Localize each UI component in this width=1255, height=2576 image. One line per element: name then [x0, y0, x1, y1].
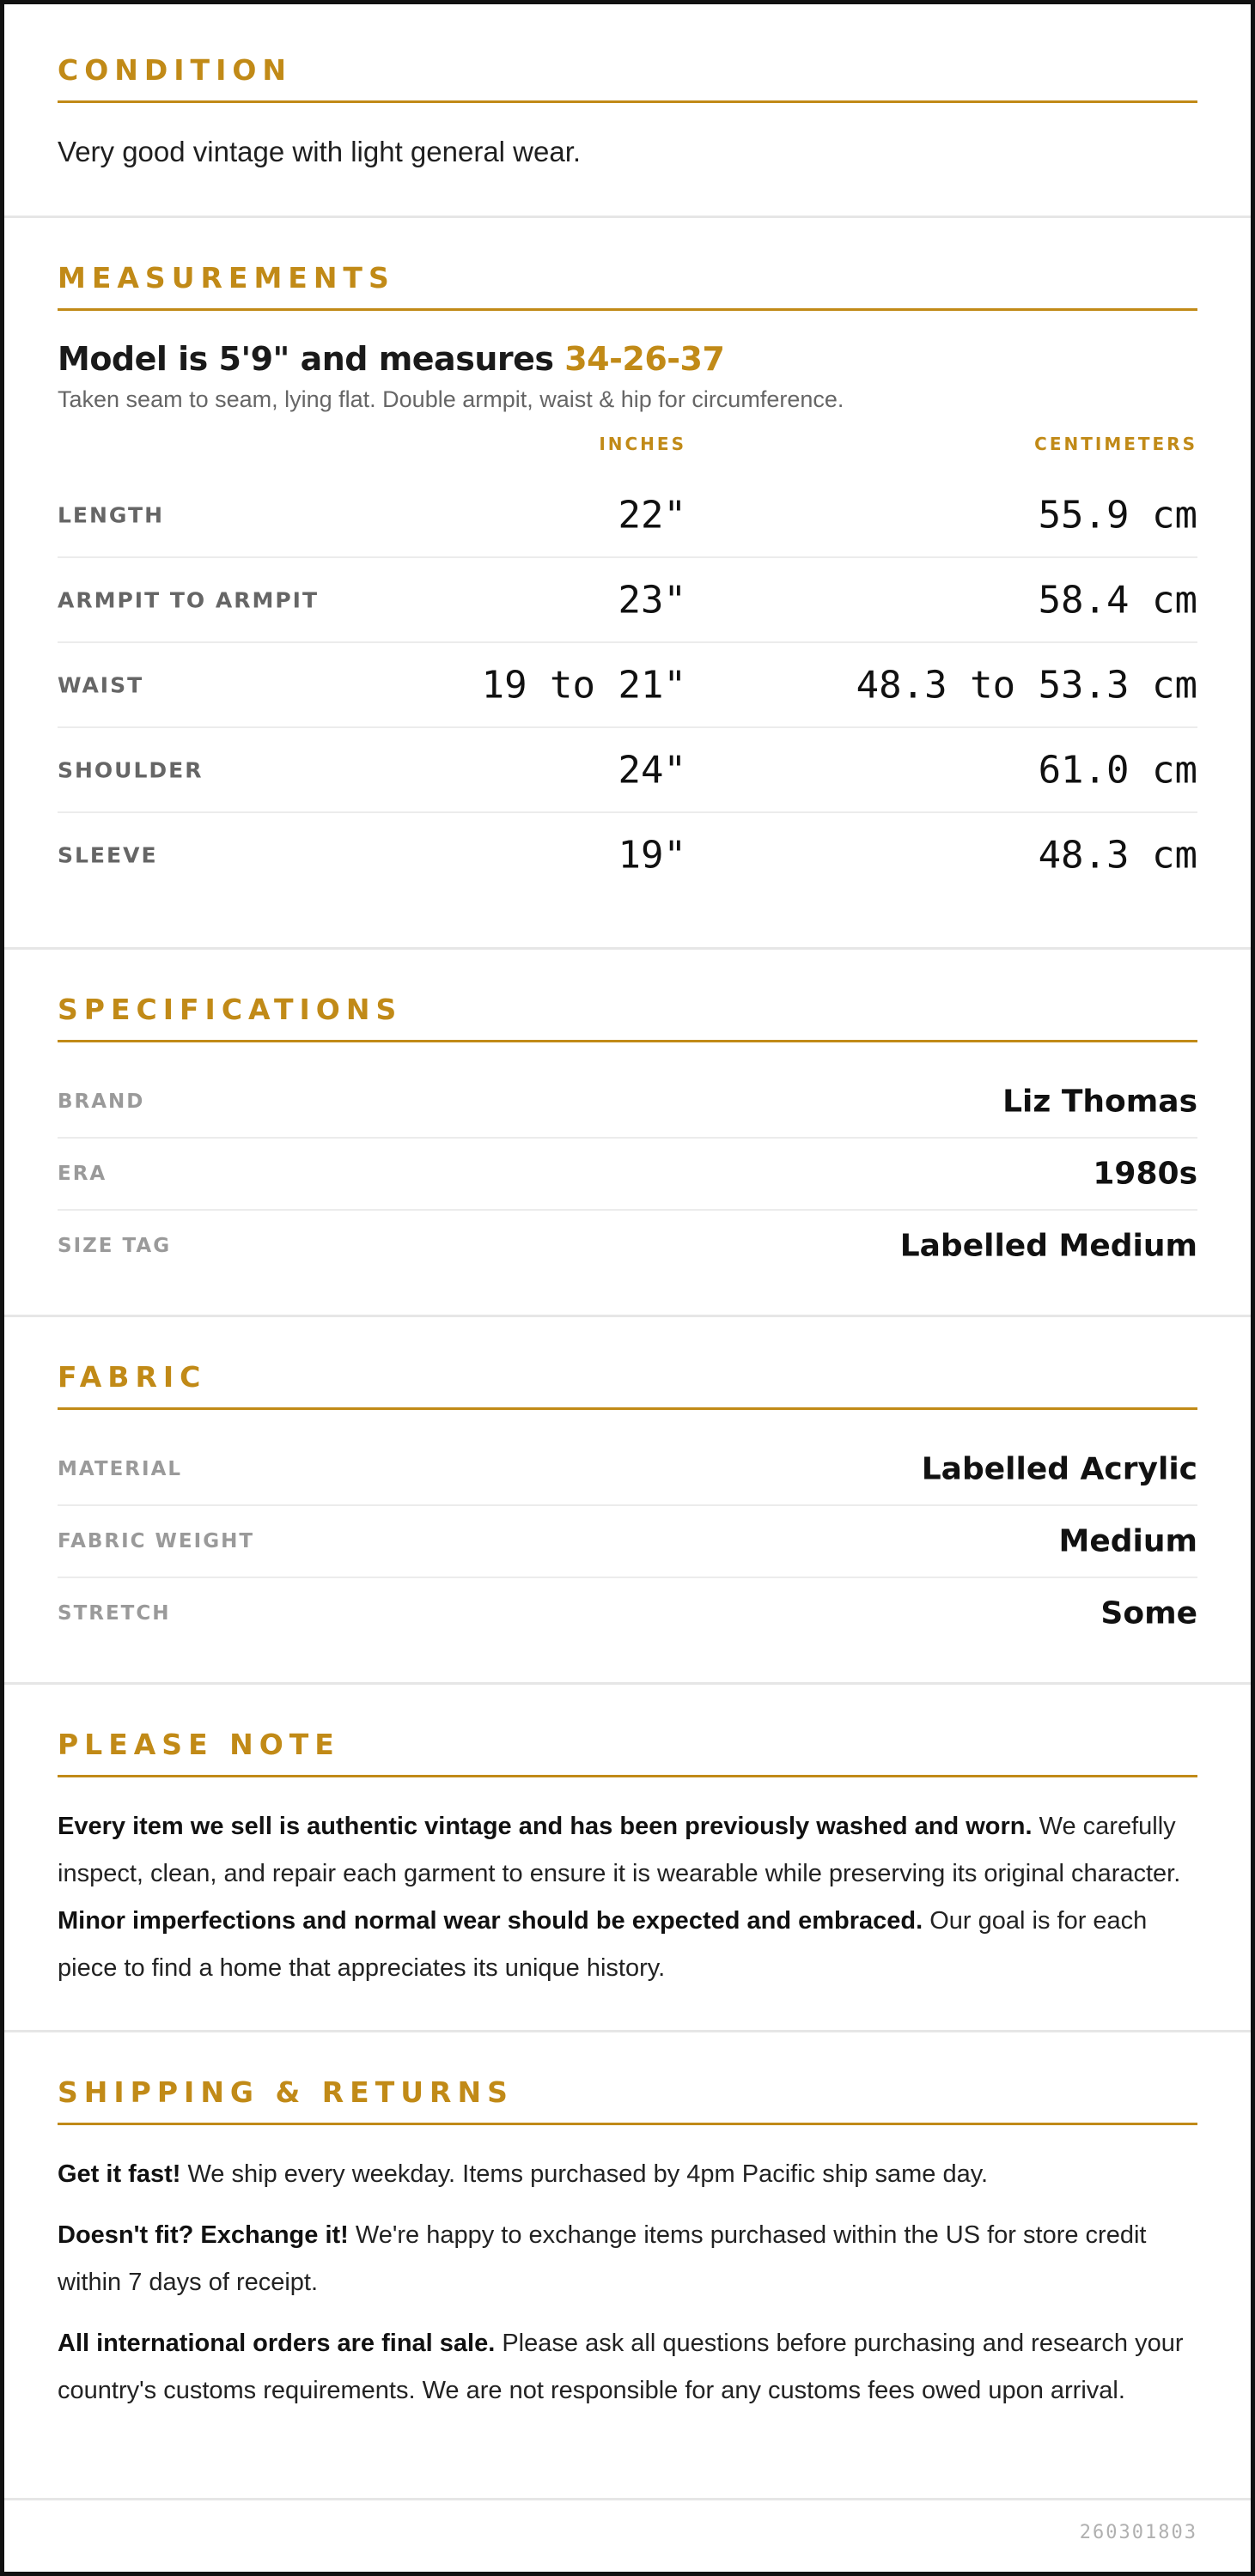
fabric-row-material — [58, 1434, 1197, 1506]
shipping-title: SHIPPING & RETURNS — [58, 2075, 1197, 2125]
measurement-label: WAIST — [58, 672, 144, 697]
measurement-cm: 55.9 cm — [1038, 493, 1197, 537]
spec-value: 1980s — [1093, 1156, 1197, 1192]
measurement-cm: 48.3 to 53.3 cm — [856, 663, 1197, 707]
please-note-section — [4, 1685, 1251, 2032]
measurement-label: SLEEVE — [58, 842, 158, 867]
fabric-row-weight — [58, 1506, 1197, 1578]
measurement-row-shoulder — [58, 728, 1197, 813]
spec-value: Labelled Medium — [899, 1228, 1197, 1264]
fabric-title: FABRIC — [58, 1360, 1197, 1410]
shipping-bold-3: All international orders are final sale. — [58, 2330, 496, 2357]
measurement-cm: 61.0 cm — [1038, 748, 1197, 792]
item-id: 260301803 — [1079, 2522, 1197, 2543]
centimeters-column-header: CENTIMETERS — [1034, 434, 1197, 454]
measurements-title: MEASUREMENTS — [58, 261, 1197, 311]
measurement-inches: 23" — [618, 578, 686, 622]
measurement-inches: 22" — [618, 493, 686, 537]
model-measure-value: 34-26-37 — [564, 340, 725, 378]
please-note-text-2: Our goal is for each piece to find a home that appreciates its unique history. — [58, 1907, 1148, 1982]
measurement-row-sleeve — [58, 813, 1197, 896]
please-note-bold-1: Every item we sell is authentic vintage and has been previously washed and worn. — [58, 1813, 1033, 1840]
measurements-table — [58, 473, 1197, 896]
spec-row-brand — [58, 1066, 1197, 1139]
fabric-value: Labelled Acrylic — [921, 1451, 1197, 1487]
measurement-row-waist — [58, 643, 1197, 728]
fabric-label: FABRIC WEIGHT — [58, 1530, 255, 1552]
measurement-inches: 24" — [618, 748, 686, 792]
spec-value: Liz Thomas — [1002, 1084, 1197, 1120]
measurement-label: ARMPIT TO ARMPIT — [58, 587, 320, 612]
fabric-list — [58, 1434, 1197, 1649]
spec-row-size-tag — [58, 1211, 1197, 1281]
measurement-inches: 19 to 21" — [481, 663, 686, 707]
please-note-text — [58, 1803, 1197, 1992]
condition-text: Very good vintage with light general wear. — [58, 136, 582, 167]
measurement-method-note: Taken seam to seam, lying flat. Double armpit, waist & hip for circumference. — [58, 386, 844, 412]
condition-section — [4, 4, 1251, 218]
shipping-text-1: We ship every weekday. Items purchased by 4pm Pacific ship same day. — [180, 2160, 989, 2188]
model-prefix: Model is 5'9" and measures — [58, 340, 565, 378]
shipping-bold-1: Get it fast! — [58, 2160, 181, 2188]
fabric-section — [4, 1317, 1251, 1685]
fabric-label: MATERIAL — [58, 1458, 183, 1480]
measurement-cm: 48.3 cm — [1038, 833, 1197, 877]
measurement-inches: 19" — [618, 833, 686, 877]
shipping-text-3: Please ask all questions before purchasing and research your country's customs requirements. We are not responsible for any customs fees owed upon arrival. — [58, 2330, 1184, 2404]
condition-title: CONDITION — [58, 53, 1197, 103]
specifications-section — [4, 950, 1251, 1317]
please-note-bold-2: Minor imperfections and normal wear should be expected and embraced. — [58, 1907, 923, 1935]
measurements-section — [4, 218, 1251, 950]
spec-row-era — [58, 1139, 1197, 1211]
fabric-row-stretch — [58, 1578, 1197, 1649]
shipping-paragraph-1 — [58, 2151, 1197, 2198]
fabric-label: STRETCH — [58, 1602, 171, 1625]
shipping-section — [4, 2032, 1251, 2500]
please-note-text-1: We carefully inspect, clean, and repair each garment to ensure it is wearable while preserving its original character. — [58, 1813, 1181, 1887]
spec-label: BRAND — [58, 1091, 145, 1113]
measurement-cm: 58.4 cm — [1038, 578, 1197, 622]
spec-label: ERA — [58, 1163, 107, 1185]
measurement-column-headers — [58, 413, 1197, 468]
measurement-label: SHOULDER — [58, 757, 204, 782]
measurement-row-armpit — [58, 558, 1197, 643]
inches-column-header: INCHES — [599, 434, 686, 454]
specifications-title: SPECIFICATIONS — [58, 993, 1197, 1042]
shipping-paragraph-2 — [58, 2212, 1197, 2306]
shipping-text-2: We're happy to exchange items purchased within the US for store credit within 7 days of receipt. — [58, 2221, 1147, 2296]
shipping-bold-2: Doesn't fit? Exchange it! — [58, 2221, 349, 2249]
please-note-title: PLEASE NOTE — [58, 1728, 1197, 1777]
measurement-row-length — [58, 473, 1197, 558]
measurement-label: LENGTH — [58, 502, 164, 527]
model-measurements — [58, 340, 1197, 378]
specifications-list — [58, 1066, 1197, 1281]
fabric-value: Some — [1100, 1595, 1197, 1631]
spec-label: SIZE TAG — [58, 1235, 172, 1257]
shipping-paragraph-3 — [58, 2320, 1197, 2415]
fabric-value: Medium — [1058, 1523, 1197, 1559]
